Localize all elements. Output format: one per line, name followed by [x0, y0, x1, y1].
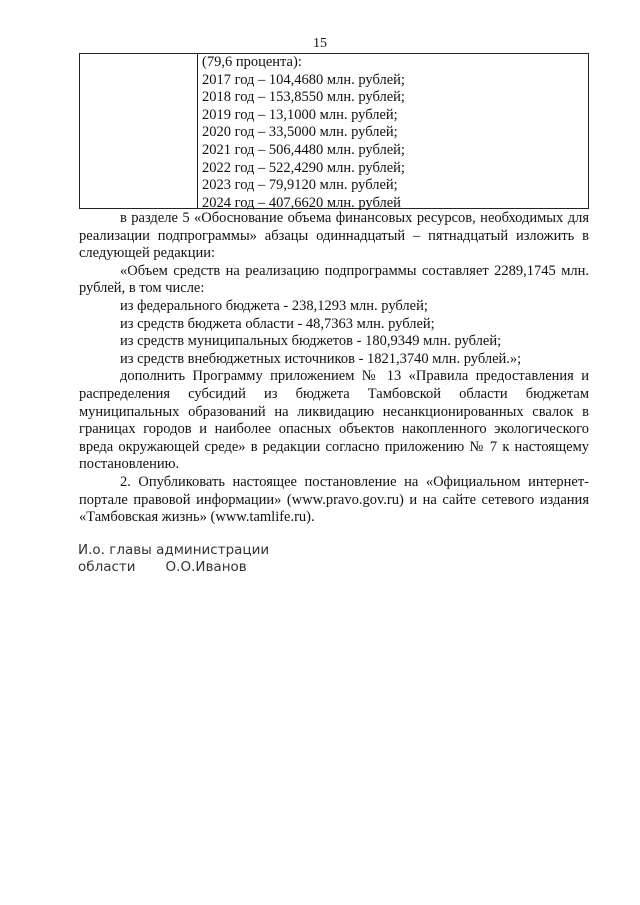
table-line: 2024 год – 407,6620 млн. рублей: [202, 194, 401, 211]
table-line: 2021 год – 506,4480 млн. рублей;: [202, 141, 405, 158]
paragraph-appendix: дополнить Программу приложением № 13 «Правила предоставления и распределения субсидий из бюджета Тамбовской области бюджетам муниципальных образований на ликвидацию несанкционированных свалок в границах городов и наиболее опасных объектов накопленного экологического вреда окружающей среде» в редакции согласно приложению № 7 к настоящему постановлению.: [79, 368, 589, 473]
table-left-cell: [80, 54, 198, 208]
budget-federal: из федерального бюджета - 238,1293 млн. рублей;: [120, 297, 428, 314]
table-line: 2023 год – 79,9120 млн. рублей;: [202, 177, 398, 194]
paragraph-section5: в разделе 5 «Обоснование объема финансовых ресурсов, необходимых для реализации подпрограммы» абзацы одиннадцатый – пятнадцатый изложить в следующей редакции:: [79, 210, 589, 262]
table-line: 2020 год – 33,5000 млн. рублей;: [202, 124, 398, 141]
table-line: 2017 год – 104,4680 млн. рублей;: [202, 71, 405, 88]
table-line: 2018 год – 153,8550 млн. рублей;: [202, 89, 405, 106]
table-line: (79,6 процента):: [202, 54, 302, 70]
page-number: 15: [313, 36, 327, 51]
paragraph-volume: «Объем средств на реализацию подпрограммы составляет 2289,1745 млн. рублей, в том числе:: [79, 262, 589, 297]
signature-region: области: [78, 559, 136, 575]
table-line: 2022 год – 522,4290 млн. рублей;: [202, 159, 405, 176]
table-line: 2019 год – 13,1000 млн. рублей;: [202, 106, 398, 123]
table-right-cell: [202, 54, 584, 212]
budget-region: из средств бюджета области - 48,7363 млн. рублей;: [120, 315, 435, 332]
signature-block: [78, 542, 269, 576]
budget-municipal: из средств муниципальных бюджетов - 180,9349 млн. рублей;: [120, 333, 502, 350]
budget-extra: из средств внебюджетных источников - 1821,3740 млн. рублей.»;: [120, 350, 522, 367]
signature-name: О.О.Иванов: [165, 559, 247, 575]
funding-table: [79, 53, 589, 209]
signature-line2: [78, 559, 269, 576]
document-body: [79, 210, 589, 527]
paragraph-publish: 2. Опубликовать настоящее постановление на «Официальном интернет-портале правовой информации» (www.pravo.gov.ru) и на сайте сетевого издания «Тамбовская жизнь» (www.tamlife.ru).: [79, 473, 589, 526]
signature-title: И.о. главы администрации: [78, 542, 270, 558]
